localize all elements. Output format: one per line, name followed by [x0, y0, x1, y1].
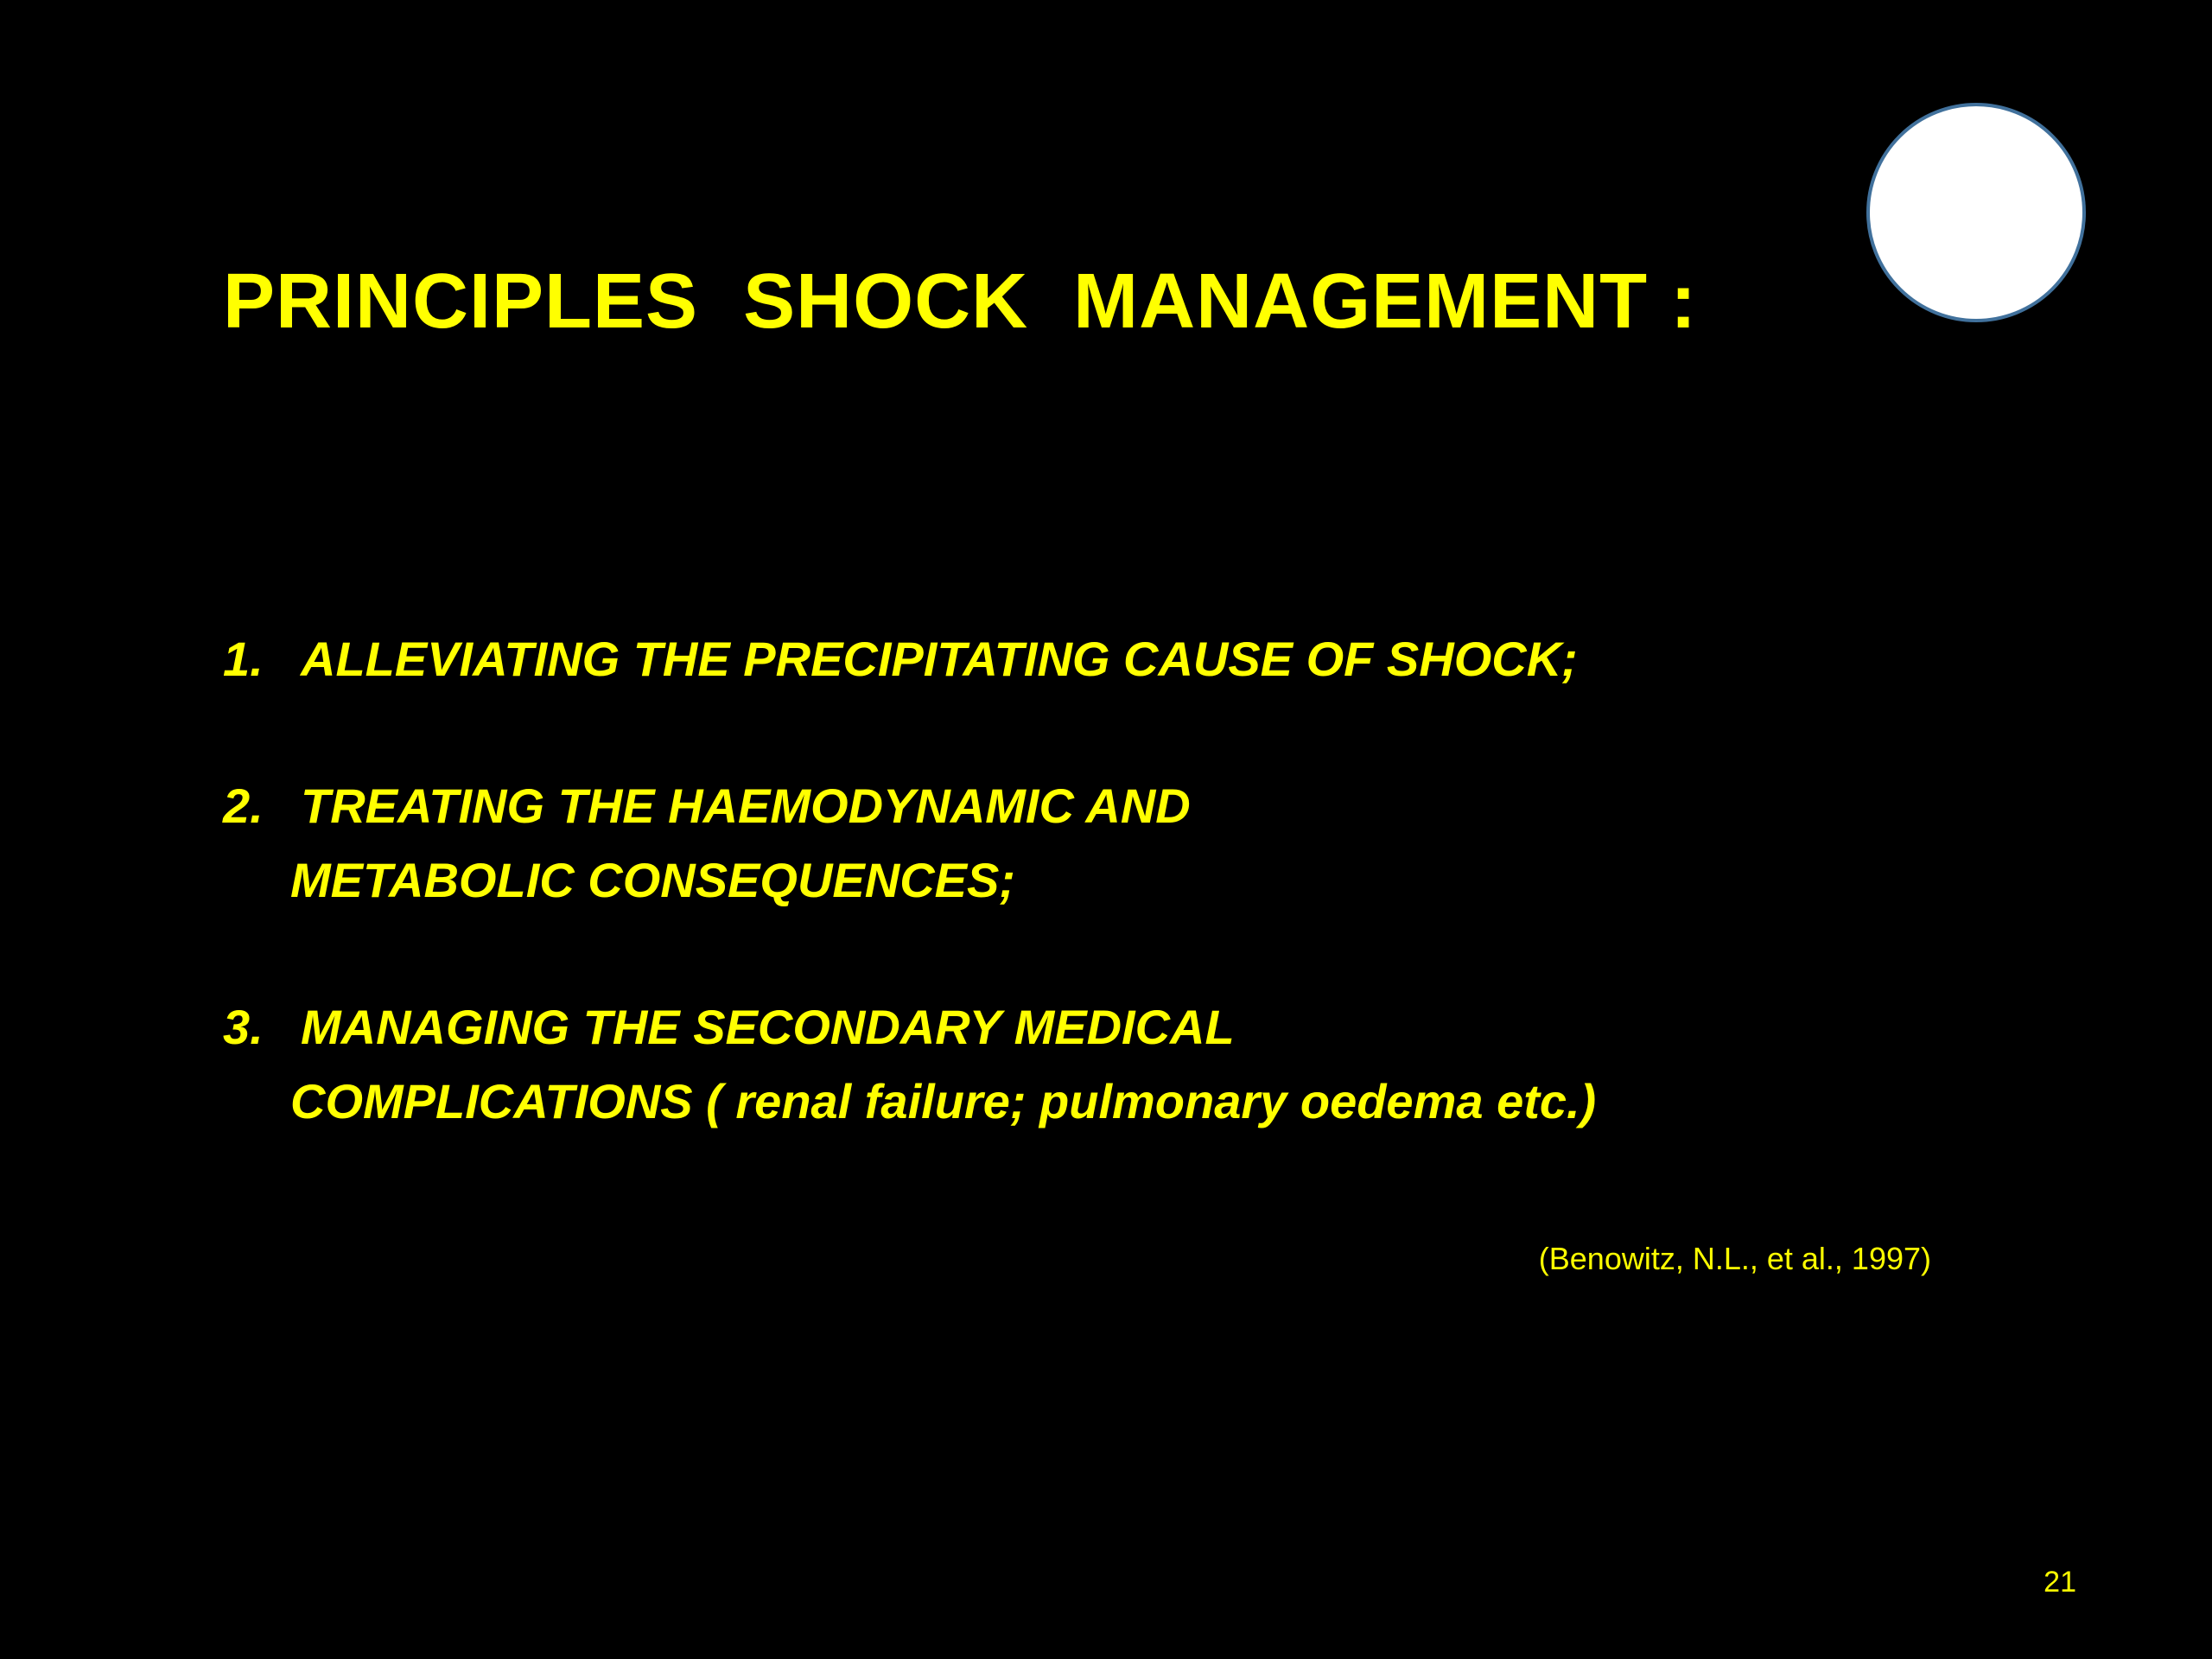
list-item-line: MANAGING THE SECONDARY MEDICAL	[301, 1000, 1235, 1054]
list-item-number: 3.	[223, 1000, 264, 1054]
list-item-text	[290, 769, 2037, 918]
principles-list	[223, 622, 2037, 1211]
list-item-line: TREATING THE HAEMODYNAMIC AND	[301, 779, 1191, 833]
list-item-text	[301, 622, 2037, 696]
page-number: 21	[2044, 1566, 2076, 1599]
citation: (Benowitz, N.L., et al., 1997)	[1538, 1241, 1931, 1276]
list-item	[223, 990, 2037, 1139]
slide-title: PRINCIPLES SHOCK MANAGEMENT :	[223, 258, 1698, 345]
list-item-text	[290, 990, 2037, 1139]
list-item-line: METABOLIC CONSEQUENCES;	[290, 853, 1015, 907]
list-item	[223, 769, 2037, 918]
list-item	[223, 622, 2037, 696]
circle-shape	[1866, 103, 2086, 322]
list-item-number: 2.	[223, 779, 264, 833]
list-item-line: COMPLICATIONS ( renal failure; pulmonary oedema etc.)	[290, 1074, 1597, 1128]
list-item-line: ALLEVIATING THE PRECIPITATING CAUSE OF SHOCK;	[301, 632, 1578, 686]
list-item-number: 1.	[223, 632, 264, 686]
